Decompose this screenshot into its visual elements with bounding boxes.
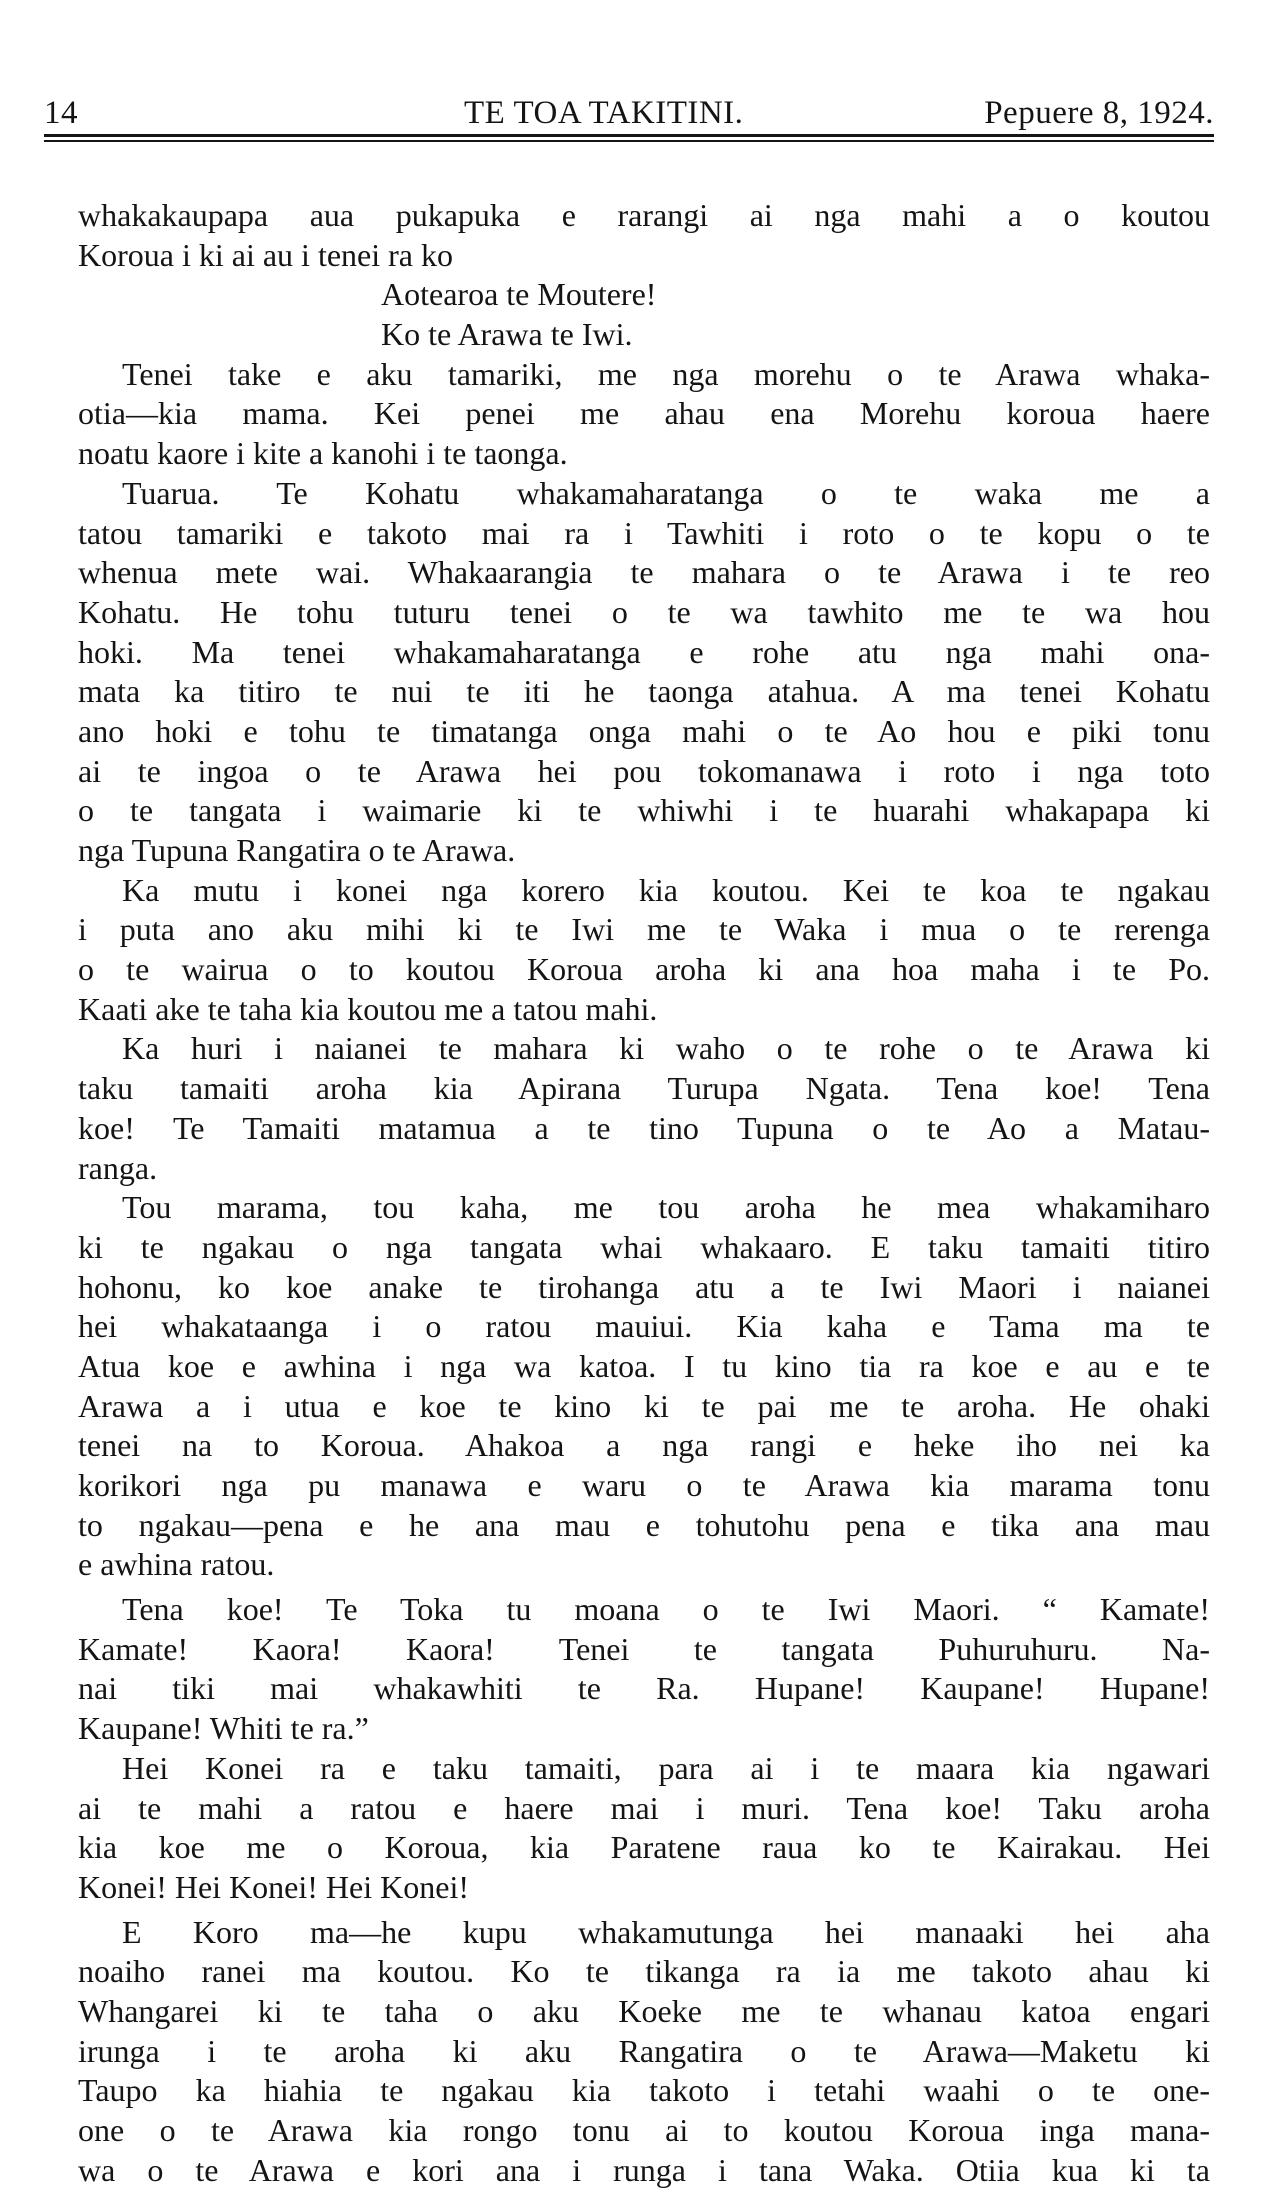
text-line: Tena koe! Te Toka tu moana o te Iwi Maori. “ Kamate!: [122, 1591, 1210, 1628]
text-line: Kaupane! Whiti te ra.”: [78, 1710, 369, 1747]
text-line: Tou marama, tou kaha, me tou aroha he mea whakamiharo: [122, 1189, 1210, 1226]
text-line: hoki. Ma tenei whakamaharatanga e rohe atu nga mahi ona-: [78, 633, 1210, 670]
text-line: ki te ngakau o nga tangata whai whakaaro. E taku tamaiti titiro: [78, 1228, 1210, 1265]
publication-title: TE TOA TAKITINI.: [464, 95, 744, 131]
text-line: Tenei take e aku tamariki, me nga morehu o te Arawa whaka-: [122, 355, 1210, 392]
text-line: hohonu, ko koe anake te tirohanga atu a te Iwi Maori i naianei: [78, 1268, 1210, 1305]
text-line: Arawa a i utua e koe te kino ki te pai me te aroha. He ohaki: [78, 1387, 1210, 1424]
text-line: kia koe me o Koroua, kia Paratene raua ko te Kairakau. Hei: [78, 1829, 1210, 1866]
text-line: Tuarua. Te Kohatu whakamaharatanga o te waka me a: [122, 474, 1210, 511]
text-line: nga Tupuna Rangatira o te Arawa.: [78, 832, 516, 868]
text-line: hei whakataanga i o ratou mauiui. Kia kaha e Tama ma te: [78, 1308, 1210, 1345]
text-line: Whangarei ki te taha o aku Koeke me te whanau katoa engari: [78, 1992, 1210, 2029]
header-rule: [44, 134, 1214, 137]
page-number: 14: [44, 95, 78, 131]
text-line: korikori nga pu manawa e waru o te Arawa kia marama tonu: [78, 1467, 1210, 1503]
text-line: Ka mutu i konei nga korero kia koutou. Kei te koa te ngakau: [122, 871, 1210, 908]
text-line: tenei na to Koroua. Ahakoa a nga rangi e heke iho nei ka: [78, 1427, 1210, 1464]
text-line: ranga.: [78, 1149, 158, 1186]
text-line: to ngakau—pena e he ana mau e tohutohu pena e tika ana mau: [78, 1506, 1210, 1543]
text-line: Konei! Hei Konei! Hei Konei!: [78, 1868, 469, 1905]
text-line: Koroua i ki ai au i tenei ra ko: [78, 236, 453, 273]
text-line: noaiho ranei ma koutou. Ko te tikanga ra ia me takoto ahau ki: [78, 1953, 1210, 1990]
text-line: koe! Te Tamaiti matamua a te tino Tupuna o te Ao a Matau-: [78, 1109, 1210, 1146]
text-line: Kamate! Kaora! Kaora! Tenei te tangata Puhuruhuru. Na-: [78, 1630, 1210, 1667]
text-line: mata ka titiro te nui te iti he taonga atahua. A ma tenei Kohatu: [78, 673, 1210, 710]
text-line: Kaati ake te taha kia koutou me a tatou mahi.: [78, 990, 658, 1027]
text-line: E Koro ma—he kupu whakamutunga hei manaaki hei aha: [122, 1913, 1210, 1950]
text-line: Atua koe e awhina i nga wa katoa. I tu kino tia ra koe e au e te: [78, 1347, 1210, 1384]
text-line: o te tangata i waimarie ki te whiwhi i te huarahi whakapapa ki: [78, 792, 1210, 829]
text-line: otia—kia mama. Kei penei me ahau ena Morehu koroua haere: [78, 395, 1210, 432]
text-line: tatou tamariki e takoto mai ra i Tawhiti i roto o te kopu o te: [78, 514, 1210, 551]
article-body: [78, 196, 1210, 2190]
page-header: [44, 92, 1214, 138]
text-line: taku tamaiti aroha kia Apirana Turupa Ngata. Tena koe! Tena: [78, 1070, 1210, 1107]
header-rule-double: [44, 140, 1214, 142]
text-line: whakakaupapa aua pukapuka e rarangi ai nga mahi a o koutou: [78, 197, 1210, 233]
text-line: Ka huri i naianei te mahara ki waho o te rohe o te Arawa ki: [122, 1030, 1210, 1067]
text-line: ano hoki e tohu te timatanga onga mahi o te Ao hou e piki tonu: [78, 712, 1210, 749]
text-line: one o te Arawa kia rongo tonu ai to koutou Koroua inga mana-: [78, 2112, 1210, 2148]
text-line: whenua mete wai. Whakaarangia te mahara o te Arawa i te reo: [78, 554, 1210, 591]
text-line: irunga i te aroha ki aku Rangatira o te Arawa—Maketu ki: [78, 2032, 1210, 2069]
text-line: Kohatu. He tohu tuturu tenei o te wa tawhito me te wa hou: [78, 593, 1210, 630]
text-line: ai te mahi a ratou e haere mai i muri. Tena koe! Taku aroha: [78, 1789, 1210, 1826]
text-line: o te wairua o to koutou Koroua aroha ki ana hoa maha i te Po.: [78, 951, 1210, 988]
text-line: wa o te Arawa e kori ana i runga i tana Waka. Otiia kua ki ta: [78, 2151, 1210, 2188]
text-line: nai tiki mai whakawhiti te Ra. Hupane! Kaupane! Hupane!: [78, 1670, 1210, 1707]
text-line: Ko te Arawa te Iwi.: [381, 316, 633, 353]
text-line: Aotearoa te Moutere!: [381, 276, 657, 313]
text-line: ai te ingoa o te Arawa hei pou tokomanawa i roto i nga toto: [78, 752, 1210, 789]
issue-date: Pepuere 8, 1924.: [984, 95, 1214, 131]
text-line: e awhina ratou.: [78, 1546, 275, 1583]
text-line: i puta ano aku mihi ki te Iwi me te Waka i mua o te rerenga: [78, 911, 1210, 948]
text-line: Hei Konei ra e taku tamaiti, para ai i te maara kia ngawari: [122, 1749, 1210, 1786]
text-line: Taupo ka hiahia te ngakau kia takoto i tetahi waahi o te one-: [78, 2072, 1210, 2109]
text-line: noatu kaore i kite a kanohi i te taonga.: [78, 435, 568, 472]
